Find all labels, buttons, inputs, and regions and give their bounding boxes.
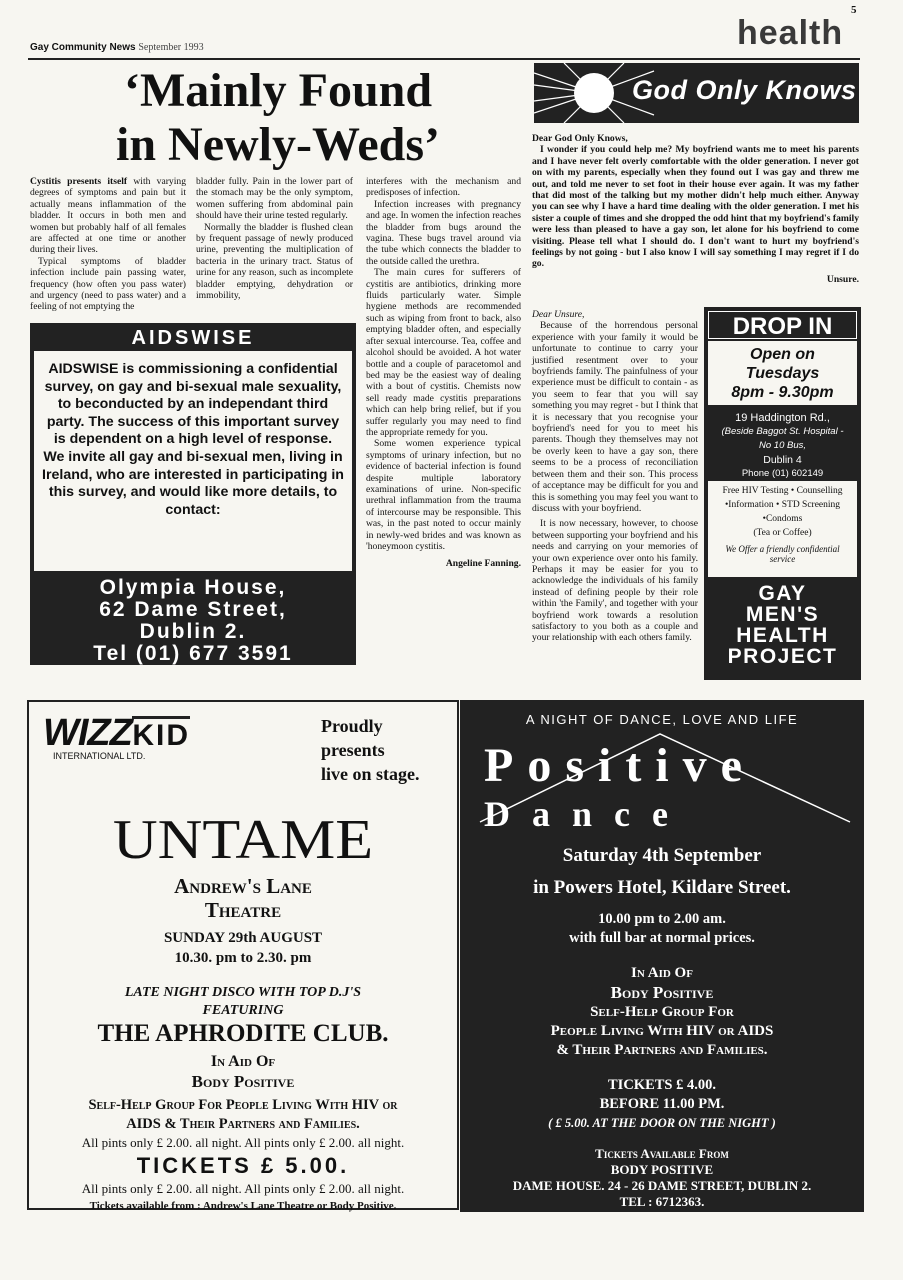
positive-time1: 10.00 pm to 2.00 am. (598, 911, 726, 927)
logo-kid: KID (132, 716, 190, 752)
advice-letter (532, 133, 859, 285)
reply-p2: It is now necessary, however, to choose between supporting your boyfriend and his needs and carrying on your memories of your own experience over onto his family. Perhaps it may be easier for you to acknowledge the individuals of his family instead of defining people by their role within 'the Family', and together with your boyfriend work towards a resolution satisfactory to you both as a couple and your relationship with each others family. (532, 518, 698, 644)
drop-in-heading: DROP IN (708, 311, 857, 339)
aidswise-contact (30, 577, 356, 665)
section-title: health (737, 14, 844, 52)
gay-mens-health-project (708, 583, 857, 667)
reply-p1: Because of the horrendous personal experience with your family it would be unfortunate to continue to carry your justified resentment over to your boyfriends family. The painfulness of your experience must be difficult to contain - as you seem to fear that you will say something you may regret - but I think that it is necessary that you recognise your boyfriend's need for you to meet his parents. Though they themselves may not be overly keen to have a gay son, there seems to be a process of reconciliation between them and their son. This process of acceptance may be difficult for you and this is something you may feel you want to discuss with your boyfriend. (532, 320, 698, 514)
logo-sub: INTERNATIONAL LTD. (53, 751, 146, 761)
drop-in-ad (704, 307, 861, 680)
venue-line1: Andrew's Lane (174, 874, 312, 898)
aphrodite-club: THE APHRODITE CLUB. (97, 1020, 389, 1047)
letter-signature: Unsure. (826, 273, 859, 285)
article-col1-p1: with varying degrees of symptoms and pain but it actually means inflammation of the bladder. It occurs in both men and women but probably half of all females are affected at one time or another during their lives. (30, 176, 186, 256)
pints-line2: All pints only £ 2.00. all night. All pints only £ 2.00. all night. (81, 1181, 405, 1196)
article-col3-p1: interferes with the mechanism and predisposes of infection. (366, 176, 521, 199)
page-number: 5 (851, 4, 857, 16)
event-time: 10.30. pm to 2.30. pm (174, 950, 312, 966)
untame-group-line1: Self-Help Group For People Living With HIV or (88, 1097, 398, 1113)
positive-venue: in Powers Hotel, Kildare Street. (533, 877, 791, 898)
positive-tickets3: ( £ 5.00. AT THE DOOR ON THE NIGHT ) (548, 1116, 776, 1130)
untame-available: Tickets available from : Andrew's Lane Theatre or Body Positive. (89, 1200, 397, 1212)
drop-in-hours (708, 341, 857, 405)
positive-dance-ad (460, 700, 864, 1212)
wizz-kid-logo (43, 712, 190, 761)
project-line4: PROJECT (727, 645, 838, 668)
drop-in-phone: Phone (01) 602149 (741, 468, 824, 479)
untame-details (29, 874, 457, 1214)
positive-avail2: BODY POSITIVE (610, 1162, 714, 1177)
aidswise-ad (30, 323, 356, 665)
aidswise-address1: Olympia House, (99, 576, 287, 599)
project-line2: MEN'S (745, 603, 820, 626)
positive-tickets2: BEFORE 11.00 PM. (599, 1096, 725, 1112)
aidswise-heading: AIDSWISE (131, 327, 255, 349)
presents-line2: presents (321, 740, 385, 760)
positive-group2: People Living With HIV or AIDS (550, 1023, 774, 1039)
publication-line (30, 42, 204, 53)
venue-line2: Theatre (204, 898, 282, 922)
positive-avail1: Tickets Available From (595, 1146, 729, 1161)
positive-logo-line1: Positive (484, 739, 756, 792)
article-col2-p2: Normally the bladder is flushed clean by frequent passage of newly produced urine, preventing the multiplication of bacteria in the urinary tract. Status of urine for any reason, such as incomplete bladder emptying, dehydration or immobility, (196, 221, 353, 302)
event-date: SUNDAY 29th AUGUST (163, 930, 323, 946)
drop-in-services4: (Tea or Coffee) (753, 528, 812, 538)
god-only-knows-banner (534, 63, 859, 123)
drop-in-open-on: Open on (750, 346, 815, 363)
letter-body: I wonder if you could help me? My boyfriend wants me to meet his parents and I have never felt overly comfortable with the older generation. I never got on with my parents, especially when they found out I was gay and threw me out, and told me never to set foot in their house ever again. It was my father that did most of the talking but my mother didn't help much either. Anyway you can see why I have a hard time dealing with the older generation. I met his sister a couple of times and she dropped the odd hint that my boyfriend's family were less than pleased to have a gay son, let alone for his boyfriend to come visiting. Please tell what I should do. I don't want to hurt my boyfriend's feelings by not going - but I also know I will say something I may regret if I do go. (532, 144, 859, 270)
untame-tickets: TICKETS £ 5.00. (136, 1153, 350, 1178)
drop-in-services3: •Condoms (762, 514, 803, 524)
article-column-1 (30, 176, 186, 313)
positive-avail3: DAME HOUSE. 24 - 26 DAME STREET, DUBLIN 2. (512, 1178, 812, 1193)
untame-title: UNTAME (112, 809, 374, 871)
drop-in-services (708, 481, 857, 577)
positive-date: Saturday 4th September (562, 845, 762, 866)
god-only-knows-title: God Only Knows (632, 75, 857, 105)
drop-in-address3: No 10 Bus, (759, 440, 806, 451)
positive-details (460, 844, 864, 1210)
article-column-2 (196, 176, 353, 301)
pints-line1: All pints only £ 2.00. all night. All pints only £ 2.00. all night. (81, 1135, 405, 1150)
aidswise-body: AIDSWISE is commissioning a confidential survey, on gay and bi-sexual male sexuality, to beconducted by an independant third party. The success of this important survey is dependent on a high level of response. We invite all gay and bi-sexual men, living in Ireland, who are interested in participating in this survey, and would like more details, to contact: (34, 351, 352, 571)
positive-avail4: TEL : 6712363. (619, 1194, 705, 1209)
positive-logo-line2: Dance (484, 794, 690, 834)
drop-in-services2: •Information • STD Screening (724, 500, 841, 510)
article-col3-p3: The main cures for sufferers of cystitis are antibiotics, drinking more fluids particularly water. Simple hygiene methods are recommended such as wiping from front to back, also emptying bladder often, and especially after sexual intercourse. Tea, coffee and alcohol should be avoided. A hot water bottle and a couple of paracetomol and bed may be the easiest way of dealing with a bout of cystitis. Chemists now sell ready made cystitis preparations which can help bring relief, but if you suffer regularly you may need to find the appropriate remedy for you. (366, 267, 521, 438)
positive-group1: Self-Help Group For (590, 1004, 734, 1020)
drop-in-services1: Free HIV Testing • Counselling (722, 486, 843, 496)
article-column-3 (366, 176, 521, 570)
article-lead: Cystitis presents itself (30, 176, 128, 187)
positive-tagline: A NIGHT OF DANCE, LOVE AND LIFE (525, 712, 799, 727)
presents-line3: live on stage. (321, 764, 420, 784)
publication-name: Gay Community News (30, 42, 136, 53)
untame-ad (27, 700, 459, 1210)
aidswise-address2: 62 Dame Street, (99, 598, 287, 621)
presents-line1: Proudly (321, 716, 383, 736)
positive-tickets1: TICKETS £ 4.00. (608, 1077, 716, 1093)
disco-line1: LATE NIGHT DISCO WITH TOP D.J'S (124, 985, 362, 1000)
positive-group3: & Their Partners and Families. (556, 1042, 768, 1058)
project-line1: GAY (758, 582, 807, 605)
reply-salutation: Dear Unsure, (532, 309, 585, 320)
positive-aid2: Body Positive (610, 983, 714, 1002)
drop-in-day: Tuesdays (745, 365, 820, 382)
article-title-line1: ‘Mainly Found (123, 64, 433, 117)
article-col3-p4: Some women experience typical symptoms of urinary infection, but no evidence of bacterial infection is found despite multiple laboratory examinations of urine. Non-specific urethral inflammation from the trauma of intercourse may be responsible. This was, in the past noted to occur mainly in newly-wed brides and was known as 'honeymoon cystitis. (366, 438, 521, 552)
drop-in-address (708, 407, 857, 481)
article-col2-p1: bladder fully. Pain in the lower part of the stomach may be the only symptom, women suffering from abdominal pain should have their urine tested regularly. (196, 176, 353, 222)
article-title (30, 64, 526, 172)
article-col1-p2: Typical symptoms of bladder infection include pain passing water, frequency (how often you pass water) and urgency (need to pass water) and a feeling of not emptying the (30, 255, 186, 313)
project-line3: HEALTH (736, 624, 829, 647)
logo-wizz: WIZZ (43, 712, 132, 754)
drop-in-address2: (Beside Baggot St. Hospital - (721, 426, 844, 437)
untame-aid-line1: In Aid Of (210, 1053, 276, 1070)
proudly-presents (321, 714, 420, 786)
article-byline: Angeline Fanning. (445, 558, 521, 570)
drop-in-time: 8pm - 9.30pm (731, 384, 834, 401)
drop-in-address4: Dublin 4 (763, 454, 802, 466)
untame-aid-line2: Body Positive (191, 1072, 295, 1091)
untame-group-line2: AIDS & Their Partners and Families. (126, 1116, 360, 1132)
positive-aid1: In Aid Of (631, 965, 693, 981)
header-rule (28, 58, 860, 60)
positive-time2: with full bar at normal prices. (569, 930, 755, 946)
aidswise-phone: Tel (01) 677 3591 (93, 642, 293, 665)
article-col3-p2: Infection increases with pregnancy and age. In women the infection reaches the bladder from bugs around the vagina. These bugs travel around via the tube which connects the bladder to the outside called the urethra. (366, 198, 521, 267)
aidswise-address3: Dublin 2. (139, 620, 247, 643)
issue-date: September 1993 (138, 42, 204, 53)
drop-in-address1: 19 Haddington Rd., (735, 412, 830, 424)
advice-reply (532, 309, 698, 644)
article-title-line2: in Newly-Weds’ (116, 118, 440, 171)
letter-salutation: Dear God Only Knows, (532, 133, 628, 144)
disco-line2: FEATURING (202, 1003, 284, 1018)
drop-in-tagline: We Offer a friendly confidential service (725, 544, 840, 564)
